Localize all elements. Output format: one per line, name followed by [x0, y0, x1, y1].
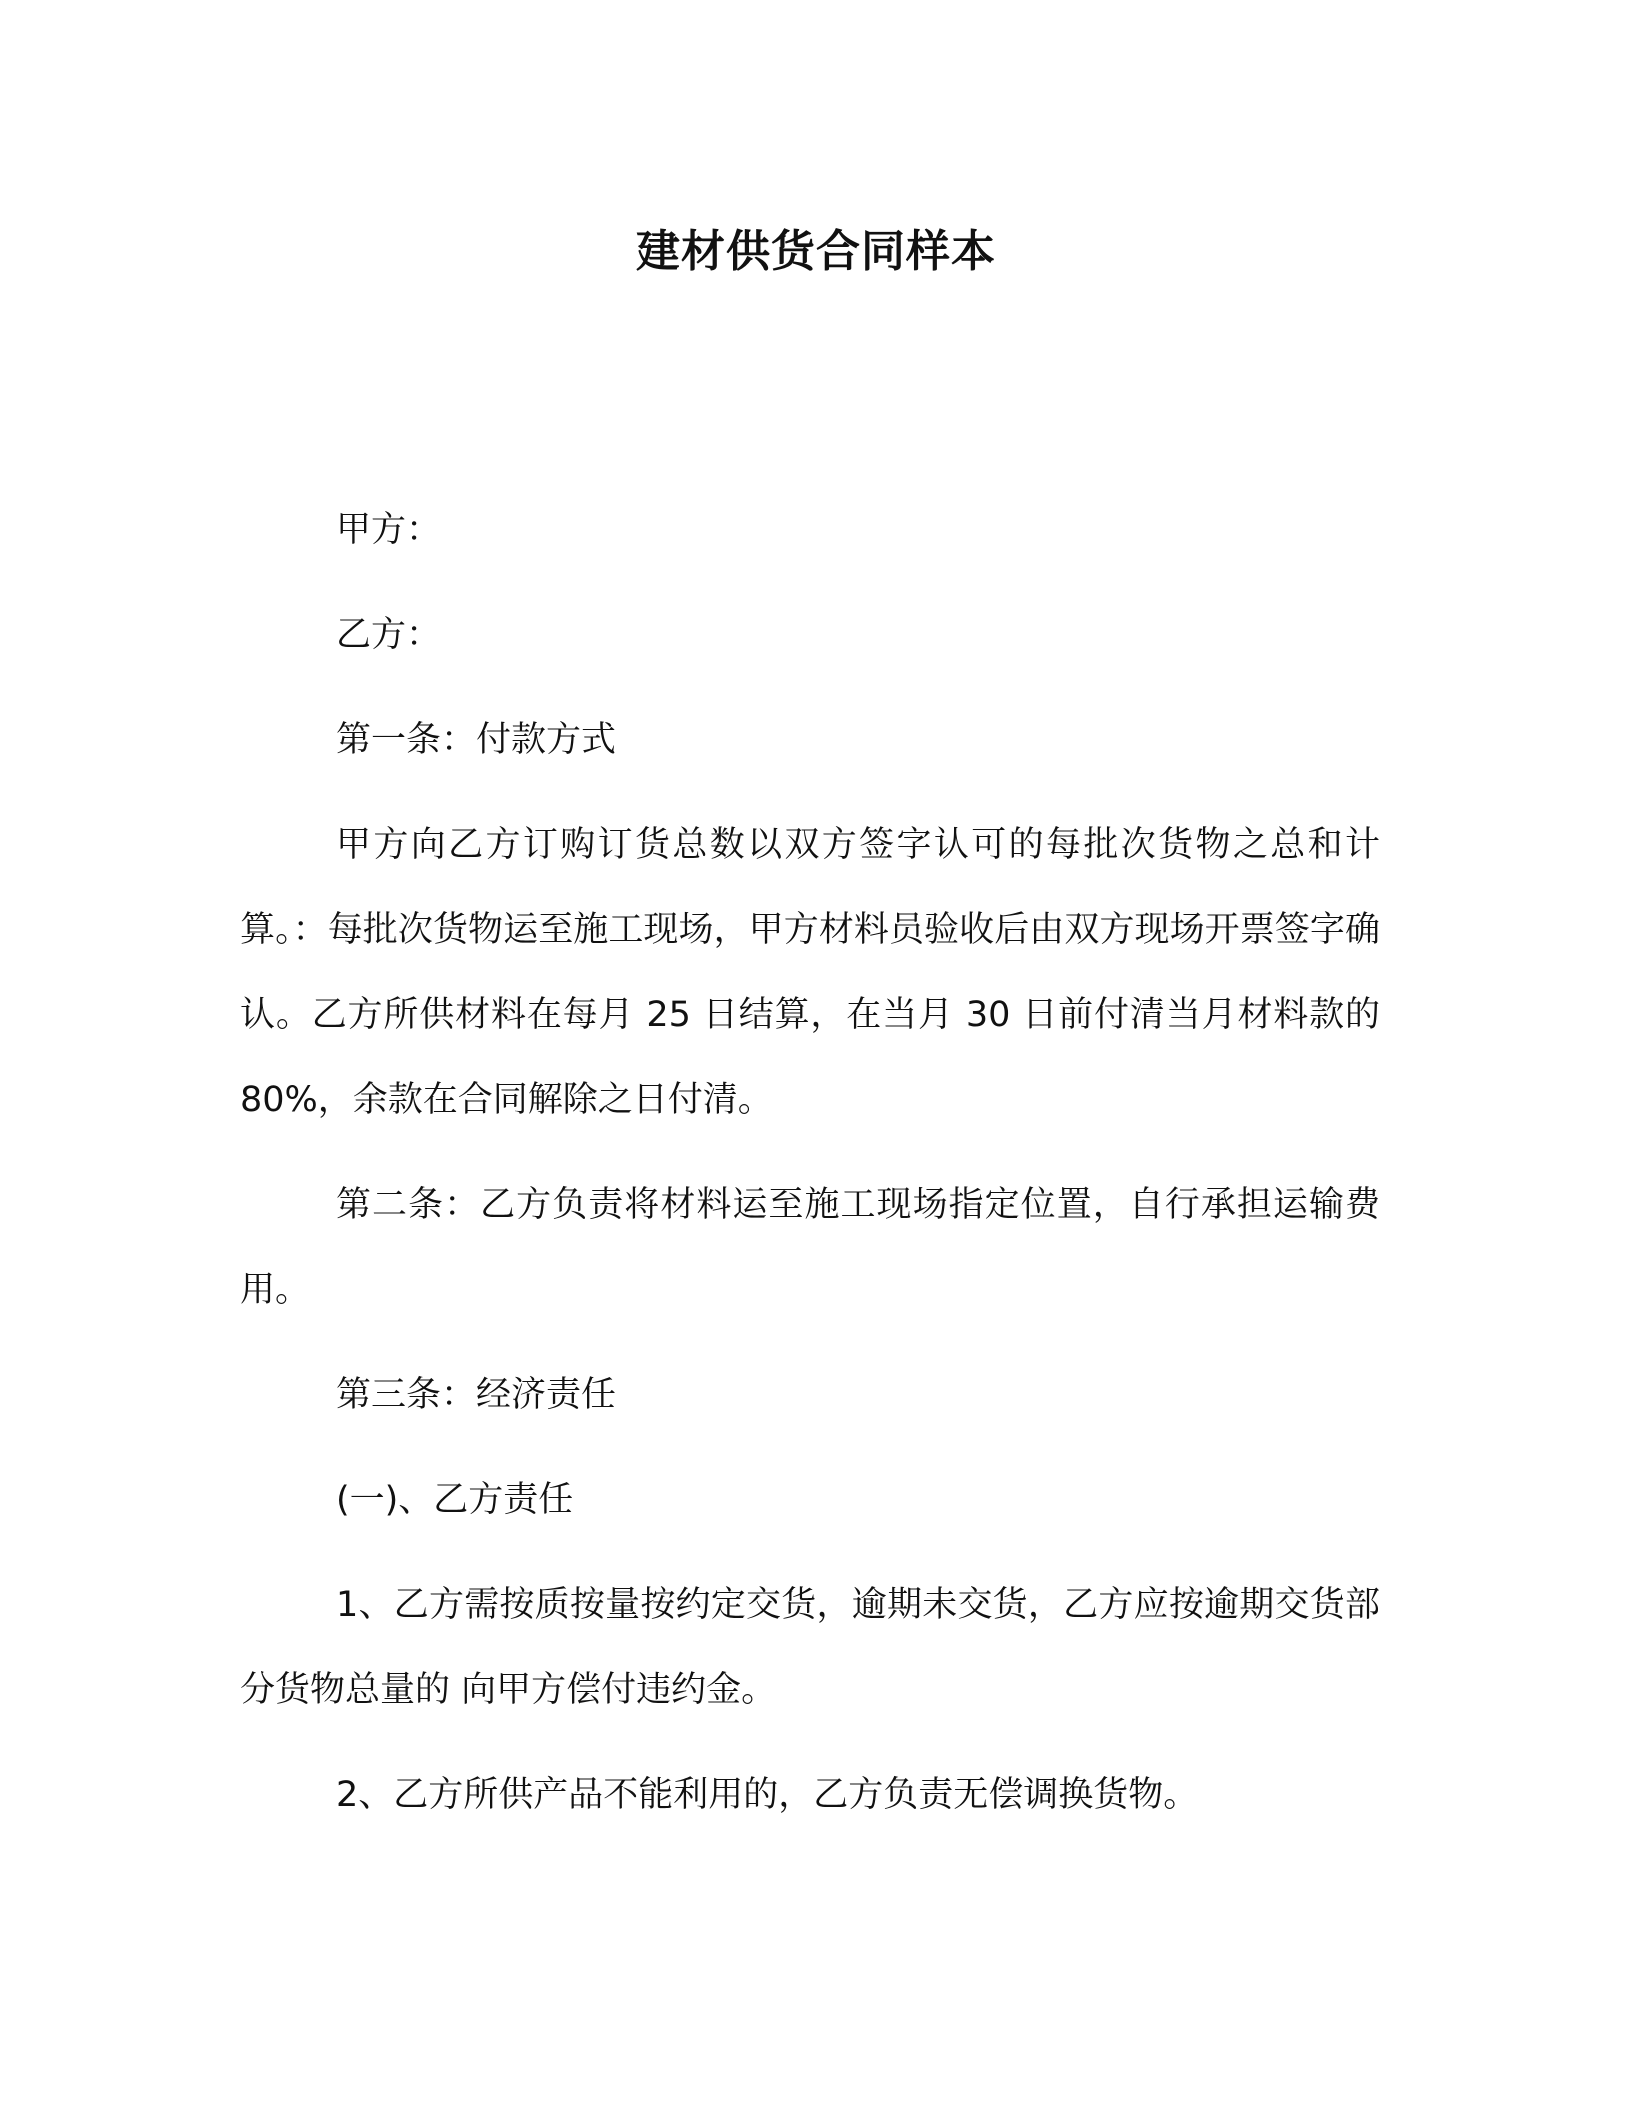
article-1-body: 甲方向乙方订购订货总数以双方签字认可的每批次货物之总和计算。：每批次货物运至施工现场，甲方材料员验收后由双方现场开票签字确认。乙方所供材料在每月 25 日结算，在当月 30 日前付清当月材料款的 80%，余款在合同解除之日付清。 — [240, 825, 1380, 1120]
party-b-line: 乙方： — [336, 615, 442, 655]
article-1-heading: 第一条：付款方式 — [336, 720, 617, 760]
clause-1: 1、乙方需按质按量按约定交货，逾期未交货，乙方应按逾期交货部分货物总量的 向甲方偿付违约金。 — [240, 1585, 1380, 1710]
document-title: 建材供货合同样本 — [636, 226, 996, 277]
document-body — [240, 488, 1380, 1858]
party-a-line: 甲方： — [336, 510, 442, 550]
clause-2: 2、乙方所供产品不能利用的，乙方负责无偿调换货物。 — [336, 1775, 1199, 1815]
article-2: 第二条：乙方负责将材料运至施工现场指定位置，自行承担运输费用。 — [240, 1185, 1380, 1310]
article-3-heading: 第三条：经济责任 — [336, 1375, 617, 1415]
section-1-heading: (一)、乙方责任 — [336, 1480, 574, 1520]
